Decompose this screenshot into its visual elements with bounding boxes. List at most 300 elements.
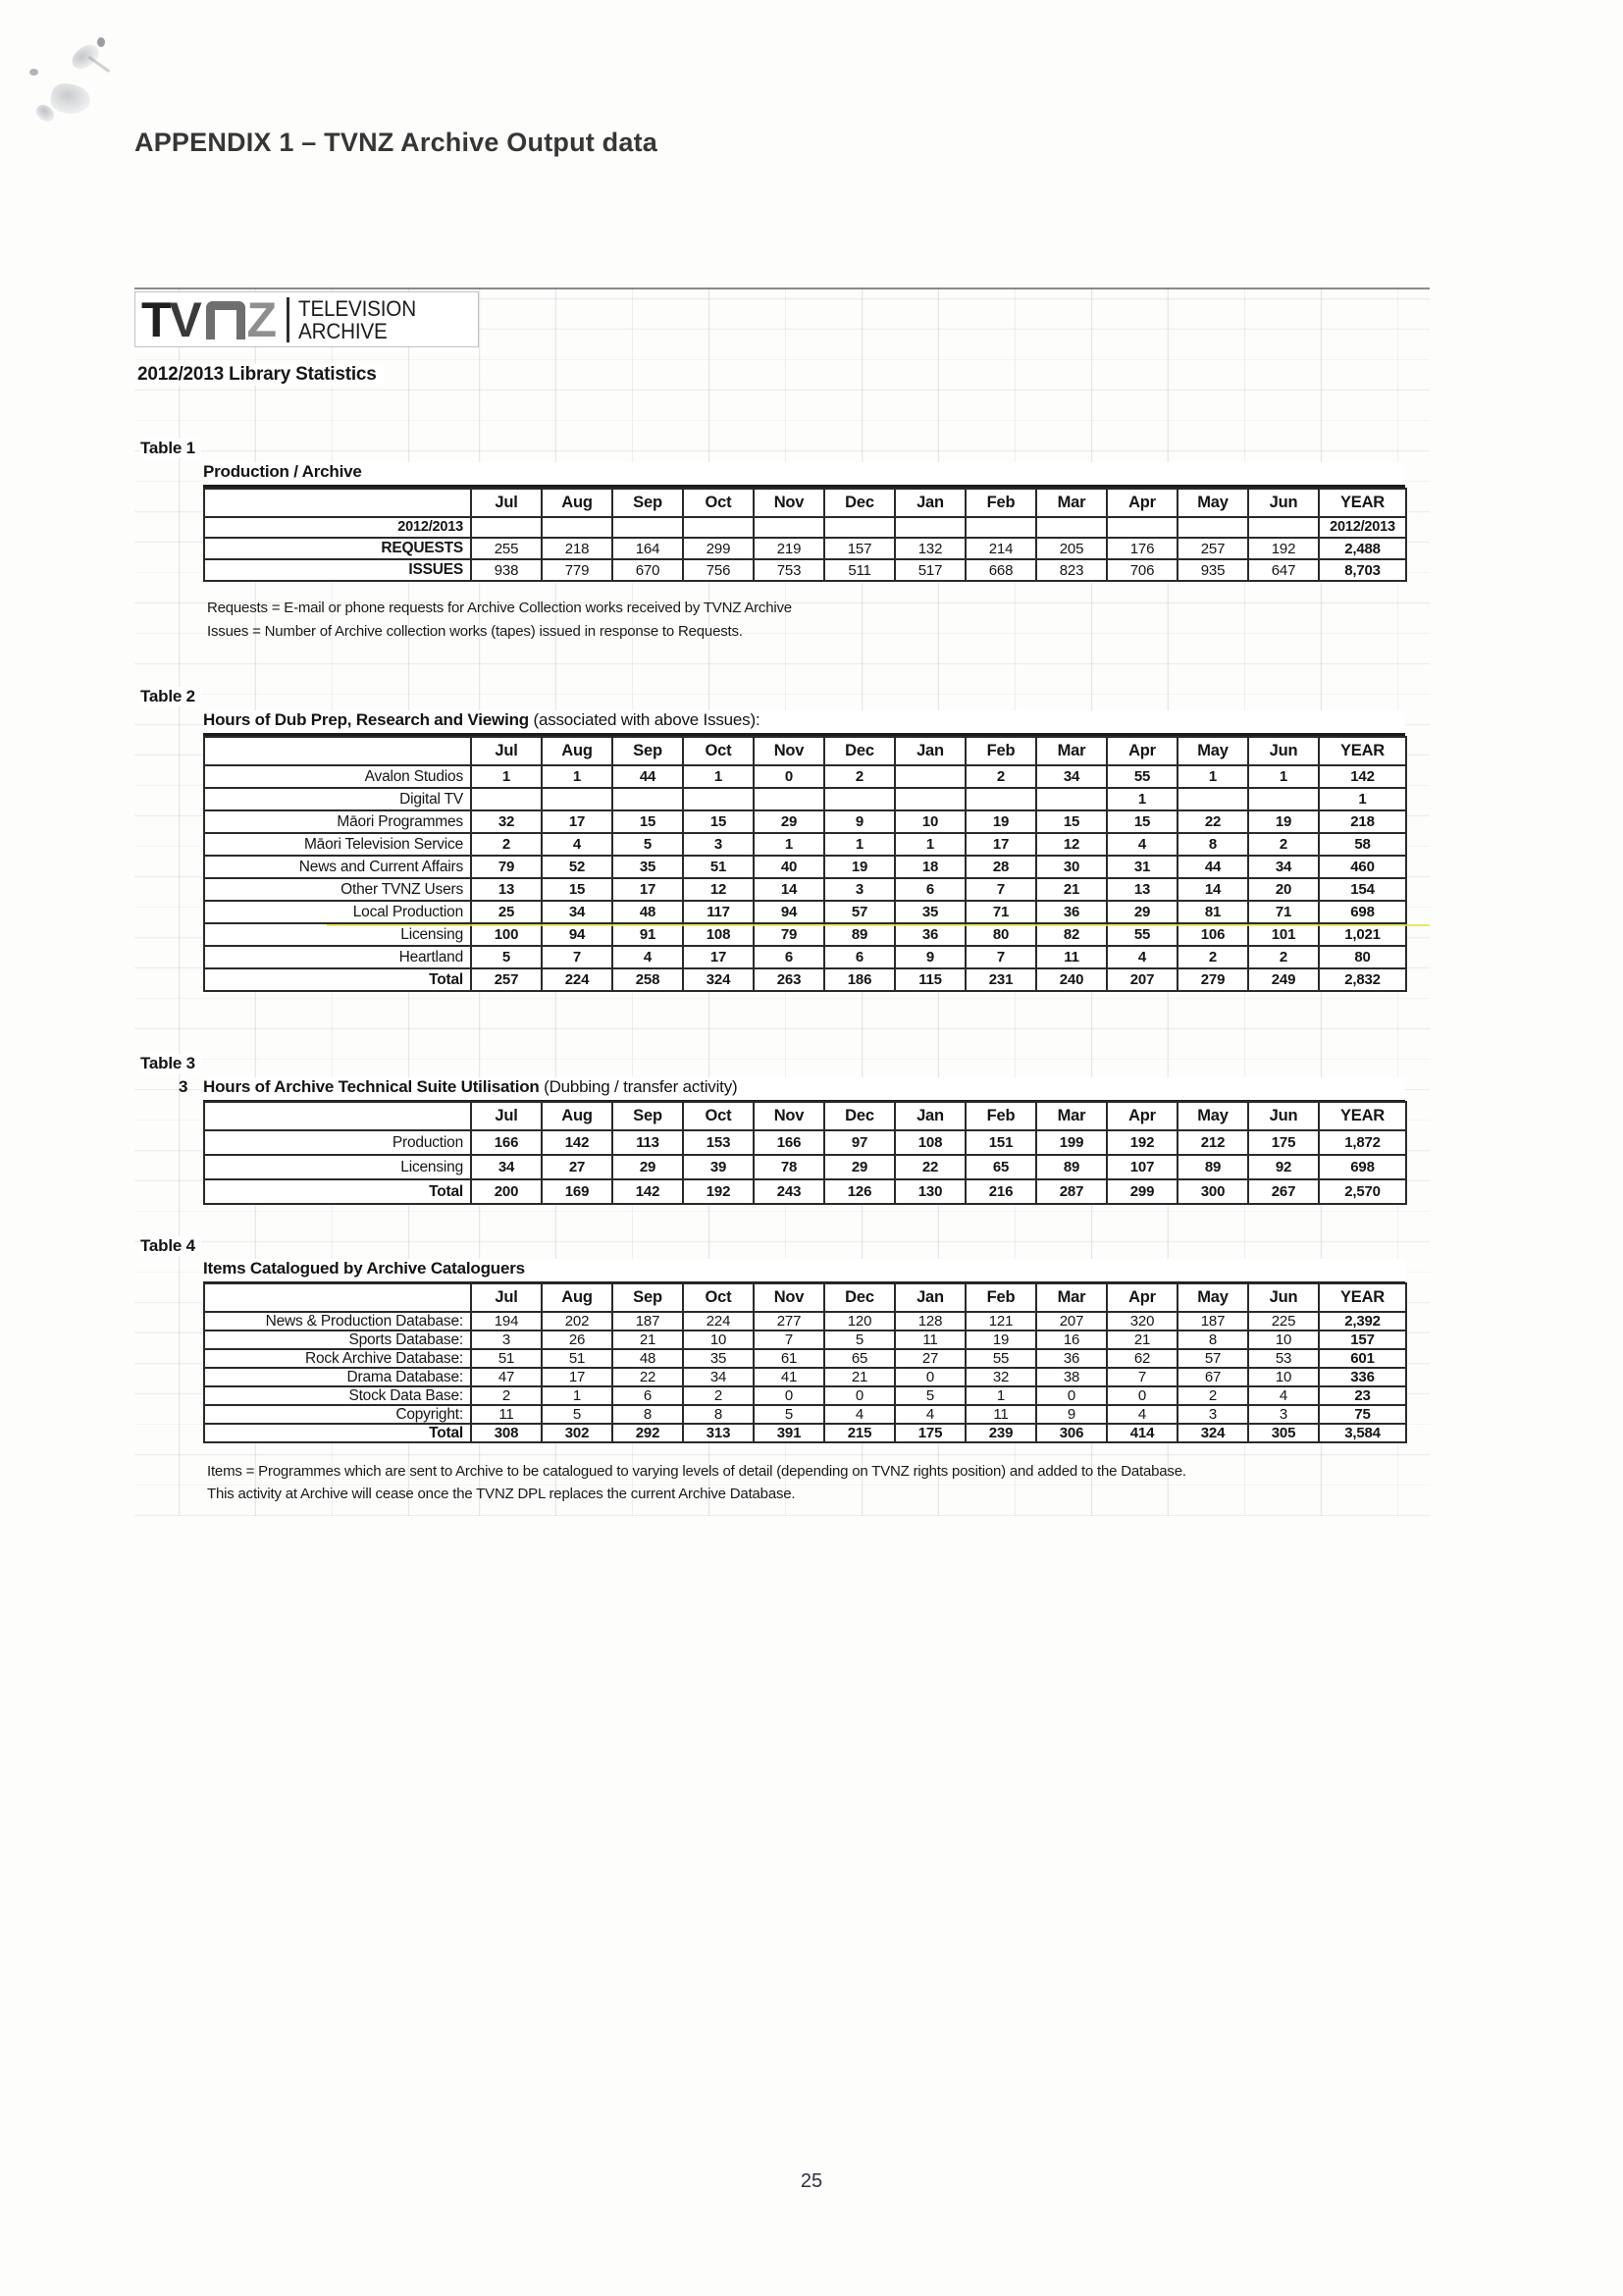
row-label-header (204, 737, 471, 765)
value-cell: 35 (683, 1349, 754, 1368)
value-cell: 29 (1107, 901, 1178, 923)
value-cell: 55 (966, 1349, 1036, 1368)
value-cell: 1 (895, 833, 966, 856)
page-number: 25 (800, 2170, 823, 2192)
value-cell: 1 (542, 765, 612, 788)
value-cell: 263 (754, 968, 824, 991)
empty-cell (895, 517, 966, 538)
logo-name-line1: TELEVISION (297, 295, 416, 321)
month-header: YEAR (1319, 1102, 1406, 1130)
month-header: Sep (612, 1283, 683, 1312)
value-cell: 11 (1036, 946, 1107, 968)
value-cell: 91 (612, 923, 683, 946)
value-cell: 121 (966, 1312, 1036, 1331)
month-header: Feb (966, 1102, 1036, 1130)
year-cell: 23 (1319, 1386, 1406, 1405)
value-cell: 44 (1178, 856, 1248, 878)
value-cell: 668 (966, 559, 1036, 581)
value-cell: 79 (754, 923, 824, 946)
value-cell: 12 (683, 878, 754, 901)
value-cell: 17 (683, 946, 754, 968)
year-cell: 1 (1319, 788, 1406, 810)
table-row (204, 788, 1406, 810)
value-cell: 176 (1107, 538, 1178, 559)
value-cell: 51 (683, 856, 754, 878)
value-cell: 219 (754, 538, 824, 559)
row-label: Drama Database: (204, 1368, 471, 1386)
value-cell: 62 (1107, 1349, 1178, 1368)
month-header: May (1178, 1102, 1248, 1130)
value-cell: 4 (1107, 946, 1178, 968)
row-label-header (204, 1283, 471, 1312)
row-label: Licensing (204, 923, 471, 946)
table-row (204, 856, 1406, 878)
month-header: Feb (966, 489, 1036, 517)
logo-name-text (298, 297, 416, 342)
table2-dub-prep-hours (203, 736, 1407, 992)
month-header: Jan (895, 737, 966, 765)
value-cell: 97 (824, 1130, 895, 1155)
table-row (204, 833, 1406, 856)
value-cell: 231 (966, 968, 1036, 991)
value-cell: 0 (1036, 1386, 1107, 1405)
month-header: May (1178, 737, 1248, 765)
month-header-row (204, 737, 1406, 765)
value-cell: 0 (754, 1386, 824, 1405)
month-header: Jun (1248, 737, 1319, 765)
value-cell: 10 (895, 810, 966, 833)
value-cell: 29 (824, 1155, 895, 1179)
value-cell: 2 (1178, 946, 1248, 968)
value-cell: 224 (683, 1312, 754, 1331)
value-cell: 218 (542, 538, 612, 559)
value-cell: 647 (1248, 559, 1319, 581)
value-cell: 36 (1036, 901, 1107, 923)
value-cell: 94 (754, 901, 824, 923)
year-cell: 336 (1319, 1368, 1406, 1386)
value-cell (824, 788, 895, 810)
ink-smudge (48, 80, 92, 118)
value-cell: 6 (612, 1386, 683, 1405)
value-cell: 0 (1107, 1386, 1178, 1405)
month-header: Dec (824, 489, 895, 517)
empty-cell (1248, 517, 1319, 538)
table-row (204, 1179, 1406, 1204)
month-header: Dec (824, 737, 895, 765)
value-cell: 17 (966, 833, 1036, 856)
value-cell: 8 (1178, 1331, 1248, 1349)
value-cell: 1 (966, 1386, 1036, 1405)
value-cell: 2 (683, 1386, 754, 1405)
value-cell: 31 (1107, 856, 1178, 878)
month-header: Nov (754, 489, 824, 517)
value-cell: 115 (895, 968, 966, 991)
value-cell: 320 (1107, 1312, 1178, 1331)
value-cell: 21 (824, 1368, 895, 1386)
value-cell: 15 (1036, 810, 1107, 833)
value-cell: 142 (542, 1130, 612, 1155)
value-cell: 57 (824, 901, 895, 923)
value-cell: 2 (471, 833, 542, 856)
month-header: YEAR (1319, 489, 1406, 517)
table-row (204, 968, 1406, 991)
value-cell: 4 (824, 1405, 895, 1424)
logo-letter-v: V (169, 291, 202, 347)
value-cell: 1 (1107, 788, 1178, 810)
value-cell: 29 (612, 1155, 683, 1179)
month-header: Nov (754, 737, 824, 765)
month-header: Nov (754, 1283, 824, 1312)
row-label: Total (204, 1179, 471, 1204)
value-cell: 67 (1178, 1368, 1248, 1386)
value-cell: 225 (1248, 1312, 1319, 1331)
value-cell (471, 788, 542, 810)
table1-production-archive (203, 488, 1407, 582)
month-header: Mar (1036, 1283, 1107, 1312)
value-cell: 108 (895, 1130, 966, 1155)
table2-label: Table 2 (140, 687, 201, 706)
value-cell: 249 (1248, 968, 1319, 991)
value-cell: 517 (895, 559, 966, 581)
tvnz-archive-logo (134, 291, 479, 347)
value-cell: 89 (824, 923, 895, 946)
empty-cell (1178, 517, 1248, 538)
value-cell: 22 (612, 1368, 683, 1386)
value-cell: 55 (1107, 923, 1178, 946)
value-cell: 0 (754, 765, 824, 788)
value-cell: 34 (1248, 856, 1319, 878)
row-label: Licensing (204, 1155, 471, 1179)
value-cell: 3 (1178, 1405, 1248, 1424)
table-row (204, 810, 1406, 833)
table2-heading-bold: Hours of Dub Prep, Research and Viewing (203, 710, 529, 729)
empty-cell (612, 517, 683, 538)
value-cell: 2 (471, 1386, 542, 1405)
year-cell: 154 (1319, 878, 1406, 901)
value-cell: 53 (1248, 1349, 1319, 1368)
year-cell: 75 (1319, 1405, 1406, 1424)
value-cell: 21 (1036, 878, 1107, 901)
value-cell: 938 (471, 559, 542, 581)
month-header: YEAR (1319, 1283, 1406, 1312)
value-cell: 7 (1107, 1368, 1178, 1386)
value-cell: 13 (1107, 878, 1178, 901)
value-cell: 4 (612, 946, 683, 968)
value-cell (895, 788, 966, 810)
value-cell: 166 (471, 1130, 542, 1155)
value-cell: 22 (1178, 810, 1248, 833)
value-cell: 1 (1248, 765, 1319, 788)
value-cell: 25 (471, 901, 542, 923)
table-row (204, 1331, 1406, 1349)
value-cell: 21 (1107, 1331, 1178, 1349)
value-cell: 94 (542, 923, 612, 946)
table4-footnote-activity: This activity at Archive will cease once the TVNZ DPL replaces the current Archive Database. (207, 1486, 796, 1502)
empty-cell (683, 517, 754, 538)
value-cell: 17 (542, 1368, 612, 1386)
month-header: Jul (471, 489, 542, 517)
value-cell: 128 (895, 1312, 966, 1331)
value-cell: 108 (683, 923, 754, 946)
month-header: Feb (966, 1283, 1036, 1312)
ink-speck (97, 37, 105, 47)
month-header: Oct (683, 1102, 754, 1130)
value-cell: 16 (1036, 1331, 1107, 1349)
value-cell: 187 (612, 1312, 683, 1331)
value-cell: 3 (1248, 1405, 1319, 1424)
month-header-row (204, 1283, 1406, 1312)
value-cell: 27 (895, 1349, 966, 1368)
value-cell: 11 (895, 1331, 966, 1349)
row-label: News and Current Affairs (204, 856, 471, 878)
value-cell: 9 (824, 810, 895, 833)
value-cell (1036, 788, 1107, 810)
empty-cell (966, 517, 1036, 538)
value-cell (612, 788, 683, 810)
value-cell: 0 (895, 1368, 966, 1386)
month-header: May (1178, 1283, 1248, 1312)
value-cell: 78 (754, 1155, 824, 1179)
value-cell: 302 (542, 1424, 612, 1442)
value-cell: 41 (754, 1368, 824, 1386)
row-label: Total (204, 1424, 471, 1442)
value-cell: 935 (1178, 559, 1248, 581)
row-label: Rock Archive Database: (204, 1349, 471, 1368)
table-row (204, 1386, 1406, 1405)
year-cell: 80 (1319, 946, 1406, 968)
month-header: Dec (824, 1283, 895, 1312)
value-cell: 151 (966, 1130, 1036, 1155)
value-cell: 61 (754, 1349, 824, 1368)
row-label: Avalon Studios (204, 765, 471, 788)
value-cell: 51 (542, 1349, 612, 1368)
value-cell: 34 (683, 1368, 754, 1386)
value-cell: 200 (471, 1179, 542, 1204)
year-cell: 460 (1319, 856, 1406, 878)
value-cell: 292 (612, 1424, 683, 1442)
month-header: Aug (542, 737, 612, 765)
value-cell: 32 (966, 1368, 1036, 1386)
value-cell: 670 (612, 559, 683, 581)
value-cell: 6 (824, 946, 895, 968)
value-cell: 706 (1107, 559, 1178, 581)
value-cell: 257 (471, 968, 542, 991)
period-label: 2012/2013 (204, 517, 471, 538)
value-cell: 258 (612, 968, 683, 991)
value-cell: 192 (1107, 1130, 1178, 1155)
value-cell: 216 (966, 1179, 1036, 1204)
table3-technical-suite-utilisation (203, 1101, 1407, 1205)
value-cell (683, 788, 754, 810)
month-header: YEAR (1319, 737, 1406, 765)
table3-label: Table 3 (140, 1054, 201, 1073)
value-cell: 19 (966, 1331, 1036, 1349)
value-cell: 267 (1248, 1179, 1319, 1204)
table3-heading-prefix: 3 (179, 1077, 188, 1096)
row-label: Māori Television Service (204, 833, 471, 856)
value-cell: 6 (895, 878, 966, 901)
value-cell: 101 (1248, 923, 1319, 946)
value-cell: 8 (683, 1405, 754, 1424)
year-cell: 2,570 (1319, 1179, 1406, 1204)
month-header: Sep (612, 737, 683, 765)
value-cell: 17 (612, 878, 683, 901)
value-cell: 19 (824, 856, 895, 878)
value-cell: 215 (824, 1424, 895, 1442)
value-cell (1178, 788, 1248, 810)
value-cell: 40 (754, 856, 824, 878)
year-cell: 218 (1319, 810, 1406, 833)
month-header: Jun (1248, 1283, 1319, 1312)
month-header: Mar (1036, 1102, 1107, 1130)
value-cell: 12 (1036, 833, 1107, 856)
value-cell: 313 (683, 1424, 754, 1442)
value-cell: 107 (1107, 1155, 1178, 1179)
value-cell: 47 (471, 1368, 542, 1386)
value-cell: 153 (683, 1130, 754, 1155)
value-cell: 1 (542, 1386, 612, 1405)
value-cell: 164 (612, 538, 683, 559)
month-header: Jul (471, 1102, 542, 1130)
table4-items-catalogued (203, 1282, 1407, 1443)
value-cell: 36 (895, 923, 966, 946)
table-row (204, 946, 1406, 968)
value-cell: 55 (1107, 765, 1178, 788)
value-cell: 753 (754, 559, 824, 581)
value-cell: 5 (754, 1405, 824, 1424)
table-row (204, 538, 1406, 559)
value-cell: 35 (612, 856, 683, 878)
value-cell: 9 (895, 946, 966, 968)
value-cell: 2 (824, 765, 895, 788)
month-header: Sep (612, 489, 683, 517)
row-label: Heartland (204, 946, 471, 968)
month-header: Apr (1107, 1102, 1178, 1130)
value-cell: 38 (1036, 1368, 1107, 1386)
ink-speck (29, 69, 38, 76)
value-cell: 1 (824, 833, 895, 856)
value-cell (754, 788, 824, 810)
month-header: Feb (966, 737, 1036, 765)
value-cell: 240 (1036, 968, 1107, 991)
value-cell: 5 (895, 1386, 966, 1405)
spreadsheet-scan-area (134, 287, 1430, 1516)
value-cell: 287 (1036, 1179, 1107, 1204)
value-cell: 5 (612, 833, 683, 856)
row-label: Māori Programmes (204, 810, 471, 833)
value-cell: 324 (683, 968, 754, 991)
year-cell: 2,832 (1319, 968, 1406, 991)
value-cell: 306 (1036, 1424, 1107, 1442)
month-header: Mar (1036, 489, 1107, 517)
month-header: Nov (754, 1102, 824, 1130)
library-statistics-subtitle: 2012/2013 Library Statistics (137, 364, 385, 386)
value-cell: 3 (683, 833, 754, 856)
table3-heading-rest: (Dubbing / transfer activity) (539, 1077, 738, 1096)
value-cell: 71 (966, 901, 1036, 923)
value-cell: 4 (542, 833, 612, 856)
value-cell: 186 (824, 968, 895, 991)
table4-heading: Items Catalogued by Archive Cataloguers (203, 1259, 1405, 1284)
row-label-header (204, 1102, 471, 1130)
table-row (204, 1424, 1406, 1442)
value-cell: 36 (1036, 1349, 1107, 1368)
row-label: Stock Data Base: (204, 1386, 471, 1405)
value-cell: 22 (895, 1155, 966, 1179)
value-cell: 79 (471, 856, 542, 878)
value-cell: 80 (966, 923, 1036, 946)
value-cell: 4 (1107, 833, 1178, 856)
year-cell: 601 (1319, 1349, 1406, 1368)
table-row (204, 1368, 1406, 1386)
value-cell: 823 (1036, 559, 1107, 581)
year-cell: 157 (1319, 1331, 1406, 1349)
value-cell: 34 (1036, 765, 1107, 788)
logo-letter-t: T (141, 291, 172, 347)
value-cell: 26 (542, 1331, 612, 1349)
value-cell: 28 (966, 856, 1036, 878)
value-cell: 166 (754, 1130, 824, 1155)
value-cell (542, 788, 612, 810)
table-row (204, 1155, 1406, 1179)
value-cell: 4 (895, 1405, 966, 1424)
value-cell: 10 (1248, 1331, 1319, 1349)
value-cell: 71 (1248, 901, 1319, 923)
value-cell: 9 (1036, 1405, 1107, 1424)
value-cell: 11 (966, 1405, 1036, 1424)
value-cell: 92 (1248, 1155, 1319, 1179)
value-cell: 130 (895, 1179, 966, 1204)
value-cell: 308 (471, 1424, 542, 1442)
value-cell: 5 (471, 946, 542, 968)
value-cell: 19 (1248, 810, 1319, 833)
value-cell: 175 (1248, 1130, 1319, 1155)
value-cell: 277 (754, 1312, 824, 1331)
value-cell: 212 (1178, 1130, 1248, 1155)
period-year: 2012/2013 (1319, 517, 1406, 538)
value-cell: 117 (683, 901, 754, 923)
value-cell: 324 (1178, 1424, 1248, 1442)
value-cell: 11 (471, 1405, 542, 1424)
value-cell: 391 (754, 1424, 824, 1442)
value-cell: 7 (966, 946, 1036, 968)
value-cell: 4 (1107, 1405, 1178, 1424)
value-cell: 202 (542, 1312, 612, 1331)
value-cell: 10 (683, 1331, 754, 1349)
empty-cell (824, 517, 895, 538)
value-cell: 20 (1248, 878, 1319, 901)
value-cell: 51 (471, 1349, 542, 1368)
value-cell: 57 (1178, 1349, 1248, 1368)
value-cell: 299 (683, 538, 754, 559)
value-cell: 27 (542, 1155, 612, 1179)
table3-heading-bold: Hours of Archive Technical Suite Utilisation (203, 1077, 540, 1096)
value-cell: 2 (1248, 833, 1319, 856)
value-cell: 187 (1178, 1312, 1248, 1331)
row-label: Total (204, 968, 471, 991)
value-cell: 120 (824, 1312, 895, 1331)
month-header: Jul (471, 737, 542, 765)
value-cell: 756 (683, 559, 754, 581)
value-cell: 126 (824, 1179, 895, 1204)
value-cell: 8 (1178, 833, 1248, 856)
year-cell: 698 (1319, 1155, 1406, 1179)
month-header: Apr (1107, 489, 1178, 517)
table1-footnote-requests: Requests = E-mail or phone requests for Archive Collection works received by TVNZ Archive (207, 600, 792, 616)
table4-footnote-items: Items = Programmes which are sent to Archive to be catalogued to varying levels of detail (depending on TVNZ rights position) and added to the Database. (207, 1463, 1186, 1480)
value-cell: 169 (542, 1179, 612, 1204)
logo-letter-z: Z (246, 291, 277, 347)
